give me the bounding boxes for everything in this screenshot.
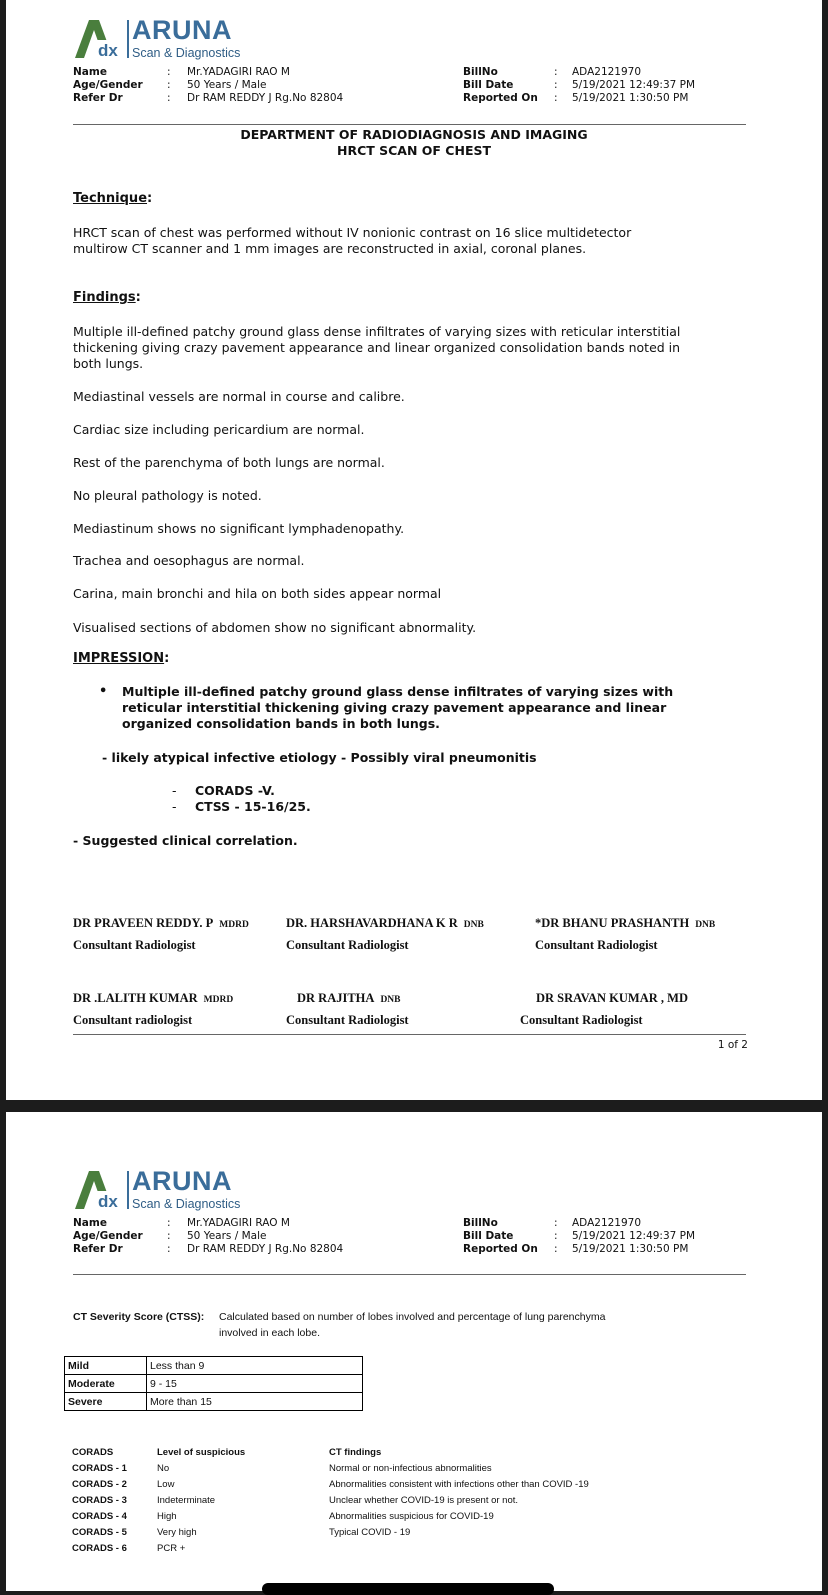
header-rule (73, 1274, 746, 1275)
billno-label: BillNo (463, 1217, 498, 1229)
home-indicator[interactable] (262, 1583, 554, 1595)
signatory-role: Consultant Radiologist (286, 938, 409, 952)
corads-finding: Abnormalities suspicious for COVID-19 (329, 1511, 494, 1522)
signatory-degree: DNB (695, 920, 716, 930)
signatory (520, 989, 688, 1028)
impression-line: organized consolidation bands in both lungs. (122, 716, 440, 731)
severity-range: Less than 9 (147, 1357, 363, 1375)
logo-brand: ARUNA (132, 15, 232, 45)
corads-code: CORADS - 5 (72, 1527, 127, 1538)
billdate-label: Bill Date (463, 1230, 514, 1242)
billno-value: ADA2121970 (572, 1217, 642, 1229)
reported-value: 5/19/2021 1:30:50 PM (572, 1243, 689, 1255)
table-row (65, 1393, 363, 1411)
report-page-2 (6, 1112, 822, 1591)
billdate-value: 5/19/2021 12:49:37 PM (572, 79, 696, 91)
signatory-role: Consultant Radiologist (73, 938, 196, 952)
finding-item: Mediastinal vessels are normal in course and calibre. (73, 389, 405, 404)
corads-level: Low (157, 1479, 175, 1490)
signatory (286, 914, 484, 953)
aruna-logo (73, 1167, 273, 1213)
colon: : (167, 1243, 171, 1255)
billno-value: ADA2121970 (572, 66, 642, 78)
age-label: Age/Gender (73, 1230, 143, 1242)
corads-level: PCR + (157, 1543, 186, 1554)
signatory-role: Consultant Radiologist (286, 1013, 409, 1027)
signatory (73, 989, 233, 1028)
header-rule (73, 124, 746, 125)
signatory-name: DR PRAVEEN REDDY. P (73, 916, 214, 930)
department-title: DEPARTMENT OF RADIODIAGNOSIS AND IMAGING (240, 127, 588, 142)
corads-header: Level of suspicious (157, 1447, 246, 1458)
impression-line: reticular interstitial thickening giving crazy pavement appearance and linear (122, 700, 667, 715)
logo-mark-icon (73, 1169, 127, 1211)
colon: : (554, 79, 558, 91)
dash: - (172, 783, 177, 798)
finding-item: Visualised sections of abdomen show no significant abnormality. (73, 620, 477, 635)
name-label: Name (73, 66, 107, 78)
colon: : (554, 1230, 558, 1242)
name-label: Name (73, 1217, 107, 1229)
impression-heading-text: IMPRESSION (73, 651, 165, 666)
finding-item: Carina, main bronchi and hila on both sides appear normal (73, 586, 442, 601)
ctss-label: CT Severity Score (CTSS): (73, 1311, 205, 1323)
ctss-description: Calculated based on number of lobes involved and percentage of lung parenchyma (219, 1311, 606, 1323)
name-value: Mr.YADAGIRI RAO M (187, 1217, 290, 1229)
likely-etiology: - likely atypical infective etiology - Possibly viral pneumonitis (102, 750, 537, 765)
corads-level: Very high (157, 1527, 197, 1538)
patient-header (73, 1217, 753, 1259)
severity-range: 9 - 15 (147, 1375, 363, 1393)
signatory-role: Consultant radiologist (73, 1013, 193, 1027)
signatory-name: DR SRAVAN KUMAR , MD (536, 991, 688, 1005)
ctss-result: CTSS - 15-16/25. (195, 799, 311, 814)
logo-subtitle: Scan & Diagnostics (132, 46, 241, 60)
signatory (535, 914, 715, 953)
reported-label: Reported On (463, 1243, 538, 1255)
colon: : (554, 66, 558, 78)
colon: : (554, 92, 558, 104)
refer-value: Dr RAM REDDY J Rg.No 82804 (187, 1243, 344, 1255)
severity-level: Mild (65, 1357, 147, 1375)
technique-heading: Technique: (73, 191, 153, 206)
colon: : (167, 1217, 171, 1229)
ctss-description: involved in each lobe. (219, 1327, 320, 1339)
technique-line: multirow CT scanner and 1 mm images are reconstructed in axial, coronal planes. (73, 241, 587, 256)
signatory-degree: DNB (380, 995, 401, 1005)
corads-code: CORADS - 6 (72, 1543, 127, 1554)
corads-level: High (157, 1511, 177, 1522)
table-row (65, 1357, 363, 1375)
bullet-icon: • (99, 684, 108, 699)
colon: : (167, 92, 171, 104)
corads-finding: Unclear whether COVID-19 is present or not. (329, 1495, 519, 1506)
report-page-1 (6, 0, 822, 1100)
signatory-degree: DNB (463, 920, 484, 930)
severity-level: Moderate (65, 1375, 147, 1393)
signatory-name: *DR BHANU PRASHANTH (535, 916, 690, 930)
colon: : (167, 1230, 171, 1242)
logo-mark-icon (73, 18, 127, 60)
logo-mark-text: dx (98, 41, 118, 60)
signatory (73, 914, 249, 953)
signatory-degree: MDRD (219, 920, 249, 930)
corads-finding: Normal or non-infectious abnormalities (329, 1463, 492, 1474)
colon: : (167, 66, 171, 78)
findings-line: thickening giving crazy pavement appearance and linear organized consolidation bands noted in (73, 340, 681, 355)
colon: : (554, 1243, 558, 1255)
age-label: Age/Gender (73, 79, 143, 91)
signatory (286, 989, 409, 1028)
impression-line: Multiple ill-defined patchy ground glass dense infiltrates of varying sizes with (122, 684, 674, 699)
corads-code: CORADS - 3 (72, 1495, 127, 1506)
logo-mark-text: dx (98, 1192, 118, 1211)
finding-item: Cardiac size including pericardium are normal. (73, 422, 365, 437)
colon: : (167, 79, 171, 91)
logo-brand: ARUNA (132, 1166, 232, 1196)
suggested-correlation: - Suggested clinical correlation. (73, 833, 298, 848)
severity-range: More than 15 (147, 1393, 363, 1411)
corads-code: CORADS - 1 (72, 1463, 127, 1474)
scan-title: HRCT SCAN OF CHEST (336, 143, 492, 158)
page-number: 1 of 2 (717, 1039, 748, 1051)
corads-level: Indeterminate (157, 1495, 216, 1506)
billdate-label: Bill Date (463, 79, 514, 91)
corads-code: CORADS - 2 (72, 1479, 127, 1490)
dash: - (172, 799, 177, 814)
findings-heading-text: Findings (73, 290, 136, 305)
billno-label: BillNo (463, 66, 498, 78)
footer-rule (73, 1034, 746, 1035)
technique-line: HRCT scan of chest was performed without IV nonionic contrast on 16 slice multidetector (73, 225, 632, 240)
technique-heading-text: Technique (73, 191, 148, 206)
finding-item: Rest of the parenchyma of both lungs are normal. (73, 455, 385, 470)
findings-line: both lungs. (73, 356, 144, 371)
reported-label: Reported On (463, 92, 538, 104)
severity-table (64, 1356, 363, 1411)
table-row (65, 1375, 363, 1393)
signatory-name: DR .LALITH KUMAR (73, 991, 198, 1005)
signatory-role: Consultant Radiologist (535, 938, 658, 952)
patient-header (73, 66, 753, 108)
corads-code: CORADS - 4 (72, 1511, 127, 1522)
reported-value: 5/19/2021 1:30:50 PM (572, 92, 689, 104)
finding-item: Mediastinum shows no significant lymphadenopathy. (73, 521, 405, 536)
corads-finding: Abnormalities consistent with infections other than COVID -19 (329, 1479, 589, 1490)
corads-header: CT findings (329, 1447, 382, 1458)
logo-divider (127, 20, 129, 58)
age-value: 50 Years / Male (187, 79, 267, 91)
severity-level: Severe (65, 1393, 147, 1411)
corads-level: No (157, 1463, 170, 1474)
corads-header: CORADS (72, 1447, 114, 1458)
refer-value: Dr RAM REDDY J Rg.No 82804 (187, 92, 344, 104)
logo-divider (127, 1171, 129, 1209)
age-value: 50 Years / Male (187, 1230, 267, 1242)
signatory-degree: MDRD (203, 995, 234, 1005)
finding-item: Trachea and oesophagus are normal. (73, 553, 305, 568)
billdate-value: 5/19/2021 12:49:37 PM (572, 1230, 696, 1242)
findings-line: Multiple ill-defined patchy ground glass dense infiltrates of varying sizes with reticular interstitial (73, 324, 681, 339)
signatory-name: DR. HARSHAVARDHANA K R (286, 916, 458, 930)
refer-label: Refer Dr (73, 1243, 123, 1255)
logo-subtitle: Scan & Diagnostics (132, 1197, 241, 1211)
impression-heading: IMPRESSION: (73, 651, 170, 666)
signatory-name: DR RAJITHA (297, 991, 375, 1005)
aruna-logo (73, 16, 273, 62)
findings-heading: Findings: (73, 290, 141, 305)
colon: : (554, 1217, 558, 1229)
corads-finding: Typical COVID - 19 (329, 1527, 411, 1538)
signatory-role: Consultant Radiologist (520, 1013, 643, 1027)
name-value: Mr.YADAGIRI RAO M (187, 66, 290, 78)
finding-item: No pleural pathology is noted. (73, 488, 262, 503)
corads-result: CORADS -V. (195, 783, 275, 798)
refer-label: Refer Dr (73, 92, 123, 104)
